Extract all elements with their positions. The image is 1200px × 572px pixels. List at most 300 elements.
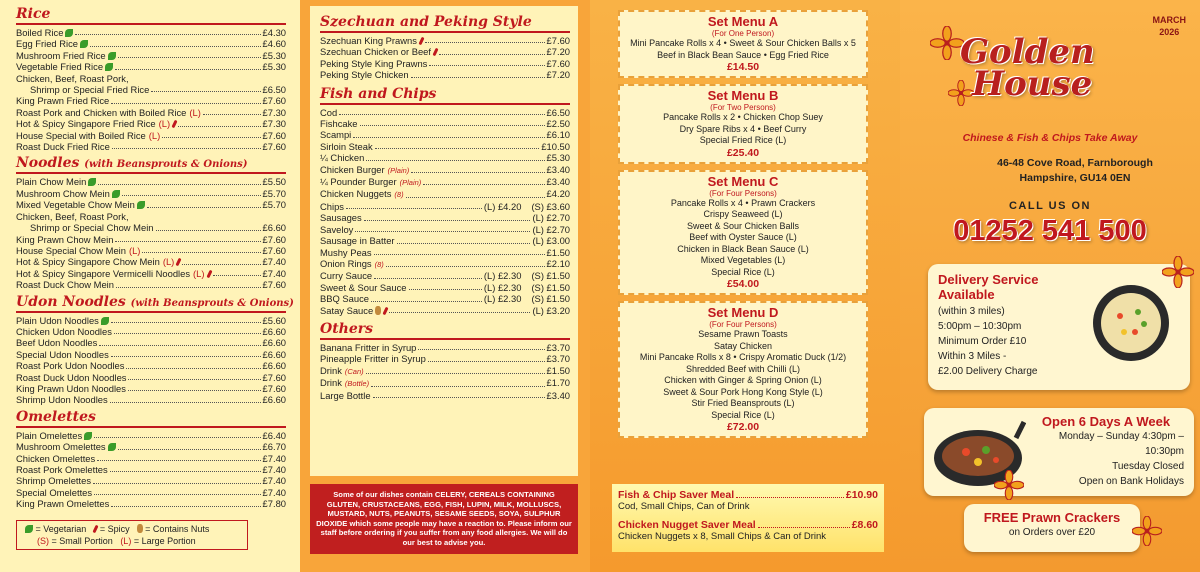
menu-item-row	[320, 107, 570, 118]
item-price: £7.40	[262, 475, 286, 487]
item-name-text: House Special Chow Mein	[16, 244, 126, 256]
item-price: £7.60	[262, 371, 286, 383]
menu-item-row	[16, 188, 286, 199]
menu-item-row	[320, 235, 570, 246]
delivery-box	[928, 264, 1190, 390]
flower-icon	[994, 470, 1024, 500]
item-name-text: Vegetable Fried Rice	[16, 61, 104, 73]
dot-leader	[355, 224, 530, 232]
flower-icon	[1132, 516, 1162, 546]
menu-item-row	[16, 73, 286, 84]
menu-item-row	[16, 453, 286, 464]
delivery-line: (within 3 miles)	[938, 306, 1005, 317]
menu-item-row	[16, 315, 286, 326]
menu-item-row	[16, 337, 286, 348]
menu-item-row	[320, 247, 570, 258]
menu-item-row	[320, 342, 570, 353]
item-price: £6.50	[546, 106, 570, 118]
item-price: £1.70	[546, 377, 570, 389]
menu-item-row	[320, 164, 570, 176]
item-name	[320, 342, 416, 353]
item-price: £7.20	[546, 69, 570, 81]
item-name	[16, 256, 180, 267]
item-name-text: Plain Omelettes	[16, 429, 83, 441]
set-menu-line: Chicken with Ginger & Spring Onion (L)	[664, 375, 822, 385]
menu-item-row	[16, 50, 286, 61]
item-price: £6.60	[262, 348, 286, 360]
legend-box	[16, 520, 248, 550]
item-name-text: Cod	[320, 106, 338, 118]
dot-leader	[425, 35, 545, 43]
set-menu-line: Sweet & Sour Chicken Balls	[686, 220, 800, 231]
item-price: £3.40	[546, 176, 570, 188]
menu-item-row	[16, 326, 286, 337]
phone-number[interactable]: 01252 541 500	[953, 215, 1147, 247]
item-price: £1.50	[546, 364, 570, 376]
menu-item-row	[16, 234, 286, 245]
item-name-text: Pineapple Fritter in Syrup	[320, 353, 426, 365]
item-name-text: Shrimp or Special Fried Rice	[30, 84, 150, 96]
set-menu-price: £54.00	[726, 278, 760, 290]
item-price: £10.50	[541, 140, 570, 152]
item-name-text: Roast Duck Chow Mein	[16, 279, 114, 291]
item-name	[16, 487, 92, 498]
menu-item-row	[16, 360, 286, 371]
item-name	[16, 95, 109, 106]
dot-leader	[142, 245, 260, 253]
set-menu-line: Special Rice (L)	[711, 409, 775, 420]
item-name	[16, 50, 116, 61]
omelettes-list	[16, 430, 286, 510]
others-list	[320, 342, 570, 401]
item-price: £7.40	[262, 486, 286, 498]
item-name-text: King Prawn Fried Rice	[16, 95, 110, 107]
menu-item-row	[16, 222, 286, 233]
menu-item-row	[16, 118, 286, 129]
item-name	[16, 315, 109, 326]
set-menu-price: £25.40	[726, 146, 760, 159]
delivery-line: 5:00pm – 10:30pm	[938, 321, 1022, 332]
item-price: (S) £3.60	[531, 200, 570, 212]
dot-leader	[429, 58, 544, 66]
menu-item-row	[16, 245, 286, 256]
set-menu-title: Set Menu D	[707, 305, 779, 320]
item-name	[320, 390, 371, 401]
set-menu-line: Pancake Rolls x 2 • Chicken Chop Suey	[663, 112, 823, 122]
fish-list	[320, 107, 570, 316]
dot-leader	[75, 27, 260, 35]
set-menu-line: Mini Pancake Rolls x 8 • Crispy Aromatic Duck (1/2)	[639, 352, 847, 362]
dot-leader	[111, 315, 261, 323]
menu-item-row	[320, 377, 570, 389]
item-name	[320, 176, 421, 188]
item-price: £3.40	[546, 389, 570, 401]
item-price: £5.30	[546, 152, 570, 164]
item-name-text: Sweet & Sour Sauce	[320, 281, 407, 293]
menu-item-row	[320, 305, 570, 316]
set-menu-persons: (For Four Persons)	[709, 320, 777, 329]
section-title-omelettes: Omelettes	[16, 409, 286, 428]
vegetarian-leaf-icon	[25, 525, 33, 533]
nut-icon	[375, 306, 381, 315]
item-name-text: Chicken, Beef, Roast Pork,	[16, 72, 129, 84]
item-name-text: Peking Style Chicken	[320, 69, 409, 81]
item-name	[16, 222, 154, 233]
dot-leader	[366, 152, 544, 160]
item-name-text: Roast Pork Udon Noodles	[16, 360, 125, 372]
saver-row-nugget: Chicken Nugget Saver Meal £8.60	[618, 519, 878, 531]
large-portion-marker: (L)	[162, 256, 175, 268]
chili-icon	[418, 37, 424, 46]
item-name-text: Chicken Omelettes	[16, 452, 96, 464]
menu-panel-2-card	[310, 6, 578, 476]
delivery-line: Minimum Order £10	[938, 336, 1027, 347]
hours-box	[924, 408, 1194, 496]
item-name	[320, 270, 372, 281]
item-note: (8)	[394, 190, 404, 200]
item-name-text: Mushroom Fried Rice	[16, 49, 106, 61]
item-price-large: (L) £2.30	[483, 270, 522, 282]
item-name	[16, 360, 124, 371]
set-menu-card	[618, 10, 868, 78]
dot-leader	[389, 305, 530, 313]
dot-leader	[428, 353, 545, 361]
dot-leader	[411, 164, 544, 173]
item-name-text: Chicken, Beef, Roast Pork,	[16, 210, 129, 222]
hours-line: Open on Bank Holidays	[1078, 476, 1184, 487]
item-price: £6.40	[262, 429, 286, 441]
menu-item-row	[16, 199, 286, 210]
menu-item-row	[320, 188, 570, 200]
item-name	[16, 118, 176, 129]
offer-subtitle: on Orders over £20	[1008, 527, 1096, 538]
dot-leader	[110, 464, 261, 472]
item-name-text: Roast Duck Fried Rice	[16, 141, 110, 153]
saver-desc-fish: Cod, Small Chips, Can of Drink	[618, 501, 750, 512]
item-name-text: Special Omelettes	[16, 486, 93, 498]
item-name-text: Shrimp or Special Chow Mein	[30, 222, 154, 234]
item-name	[320, 141, 373, 152]
item-price: (S) £1.50	[531, 281, 570, 293]
item-price: £7.80	[262, 498, 286, 510]
menu-item-row	[320, 129, 570, 140]
item-name-text: Sausages	[320, 212, 362, 224]
set-menu-persons: (For One Person)	[711, 29, 775, 38]
dot-leader	[115, 61, 261, 69]
menu-item-row	[16, 27, 286, 38]
item-price: £3.70	[546, 353, 570, 365]
legend-large-code: (L)	[120, 536, 132, 546]
brand-logo: Golden House	[960, 32, 1095, 104]
item-price: £1.50	[546, 246, 570, 258]
section-title-udon: Udon Noodles (with Beansprouts & Onions)	[16, 294, 286, 313]
item-name	[16, 498, 109, 509]
item-price: £6.10	[546, 129, 570, 141]
item-name-text: Hot & Spicy Singapore Vermicelli Noodles	[16, 267, 191, 279]
item-price: £7.60	[262, 382, 286, 394]
dot-leader	[397, 235, 531, 243]
item-name	[16, 234, 113, 245]
menu-panel-3	[590, 0, 900, 572]
item-price-large: (L) £2.30	[483, 281, 522, 293]
menu-item-row	[320, 258, 570, 270]
item-price: £5.30	[262, 61, 286, 73]
item-price: £6.60	[262, 394, 286, 406]
dot-leader	[203, 107, 261, 115]
item-name	[320, 118, 358, 129]
item-name	[16, 188, 120, 199]
item-name-text: Banana Fritter in Syrup	[320, 341, 417, 353]
delivery-line: Within 3 Miles -	[938, 351, 1007, 362]
item-price: £3.40	[546, 163, 570, 175]
dot-leader	[375, 141, 540, 149]
item-name-text: Drink	[320, 377, 342, 389]
set-menu-price: £14.50	[726, 61, 760, 73]
dot-leader	[339, 107, 544, 115]
item-name-text: ¼ Pounder Burger	[320, 176, 397, 188]
chili-icon	[176, 258, 182, 267]
menu-item-row	[320, 282, 570, 293]
item-price: £4.20	[546, 188, 570, 200]
set-menu-line: Sweet & Sour Pork Hong Kong Style (L)	[663, 386, 823, 397]
dot-leader	[371, 377, 544, 386]
large-portion-marker: (L)	[189, 106, 201, 118]
set-menu-persons: (For Four Persons)	[709, 188, 777, 198]
dot-leader	[364, 212, 531, 220]
set-menu-line: Pancake Rolls x 4 • Prawn Crackers	[670, 197, 816, 208]
item-name	[320, 69, 409, 80]
item-note: (Plain)	[399, 178, 422, 188]
item-name-text: Special Udon Noodles	[16, 348, 109, 360]
set-menu-title: Set Menu C	[707, 173, 779, 189]
menu-item-row	[320, 390, 570, 401]
brand-panel	[900, 0, 1200, 572]
item-name-text: Onion Rings	[320, 257, 372, 269]
section-title-fish: Fish and Chips	[320, 86, 570, 105]
dot-leader	[110, 394, 261, 402]
item-name	[320, 258, 384, 270]
item-price: £7.40	[262, 256, 286, 268]
chili-icon	[93, 525, 99, 534]
menu-item-row	[320, 141, 570, 152]
menu-item-row	[320, 46, 570, 57]
item-name	[320, 152, 364, 163]
menu-item-row	[320, 35, 570, 46]
item-name-text: Plain Chow Mein	[16, 176, 87, 188]
item-price: £6.60	[262, 337, 286, 349]
dot-leader	[128, 372, 260, 380]
item-name	[16, 141, 110, 152]
menu-item-row	[320, 118, 570, 129]
dot-leader	[111, 498, 260, 506]
dot-leader	[411, 69, 545, 77]
item-name-text: Large Bottle	[320, 389, 371, 401]
item-price: £3.70	[546, 341, 570, 353]
dot-leader	[118, 441, 261, 449]
allergy-notice: Some of our dishes contain CELERY, CEREALS CONTAINING GLUTEN, CRUSTACEANS, EGG, FISH, LUPIN, MILK, MOLLUSCS, MUSTARD, NUTS, PEANUTS, SESAME SEEDS, SOYA, SULPHUR DIOXIDE which some people may have a reaction to. Please inform our staff before ordering if you suffer from any food allergies. We will do our best to advise you.	[310, 484, 578, 554]
set-menu-line: Special Rice (L)	[711, 266, 775, 277]
dot-leader	[346, 201, 482, 209]
item-name	[320, 201, 344, 212]
large-portion-marker: (L)	[128, 244, 141, 256]
item-price: (L) £3.00	[532, 235, 570, 247]
dot-leader	[156, 222, 261, 230]
flower-icon	[1162, 256, 1194, 288]
item-name-text: Szechuan Chicken or Beef	[320, 46, 432, 58]
menu-item-row	[16, 211, 286, 222]
set-menu-line: Crispy Seaweed (L)	[703, 209, 783, 219]
item-name	[320, 164, 409, 176]
item-name	[16, 107, 201, 118]
item-name	[16, 211, 129, 222]
large-portion-marker: (L)	[148, 129, 161, 141]
item-price: £7.20	[546, 46, 570, 58]
item-price: £4.60	[262, 38, 286, 50]
dot-leader	[423, 176, 544, 185]
item-name-text: Drink	[320, 364, 342, 376]
item-name	[16, 453, 95, 464]
dot-leader	[409, 282, 482, 290]
item-name-text: Egg Fried Rice	[16, 38, 79, 50]
menu-item-row	[16, 383, 286, 394]
saver-desc-nugget: Chicken Nuggets x 8, Small Chips & Can of Drink	[618, 531, 827, 542]
item-name-text: Saveloy	[320, 223, 354, 235]
dot-leader	[112, 141, 261, 149]
rice-list	[16, 27, 286, 152]
legend-spicy: = Spicy	[99, 524, 130, 534]
rice-dish-image	[1090, 282, 1172, 364]
section-title-rice: Rice	[16, 6, 286, 25]
item-name	[16, 73, 129, 84]
menu-item-row	[320, 69, 570, 80]
delivery-title: Delivery Service Available	[938, 272, 1039, 302]
chili-icon	[432, 48, 438, 57]
item-price-large: (L) £4.20	[483, 200, 522, 212]
item-name-text: BBQ Sauce	[320, 293, 369, 305]
item-name	[16, 199, 145, 210]
item-name	[16, 84, 149, 95]
menu-item-row	[16, 394, 286, 405]
item-price: £2.50	[546, 118, 570, 130]
item-name-text: Chicken Udon Noodles	[16, 325, 112, 337]
menu-item-row	[320, 365, 570, 377]
item-name-text: Chips	[320, 200, 344, 212]
item-name	[16, 38, 88, 49]
item-name-text: King Prawn Udon Noodles	[16, 382, 126, 394]
item-name	[320, 305, 387, 316]
item-name-text: Shrimp Udon Noodles	[16, 394, 108, 406]
large-portion-marker: (L)	[158, 118, 171, 130]
item-price: £7.60	[546, 35, 570, 46]
vegetarian-leaf-icon	[105, 63, 113, 71]
menu-item-row	[16, 268, 286, 279]
item-price: £5.60	[262, 314, 286, 326]
set-menu-line: Shredded Beef with Chilli (L)	[685, 363, 801, 374]
item-name-text: Szechuan King Prawns	[320, 35, 417, 46]
dot-leader	[151, 84, 260, 92]
item-price: £5.50	[262, 176, 286, 188]
menu-item-row	[320, 212, 570, 223]
set-menu-title: Set Menu B	[707, 88, 779, 103]
noodles-list	[16, 176, 286, 290]
vegetarian-leaf-icon	[84, 432, 92, 440]
item-price: £7.30	[262, 118, 286, 130]
item-name	[16, 372, 126, 383]
menu-item-row	[16, 95, 286, 106]
item-note: (Bottle)	[344, 379, 370, 389]
menu-item-row	[16, 441, 286, 452]
item-name-text: Hot & Spicy Singapore Fried Rice	[16, 118, 156, 130]
item-price: £7.60	[262, 129, 286, 141]
item-name	[16, 27, 73, 38]
menu-item-row	[16, 279, 286, 290]
set-menu-price: £72.00	[726, 421, 760, 433]
item-name	[320, 247, 372, 258]
delivery-line: £2.00 Delivery Charge	[938, 366, 1038, 377]
set-menu-line: Stir Fried Beansprouts (L)	[691, 398, 795, 408]
legend-small-code: (S)	[37, 536, 49, 546]
saver-row-fish: Fish & Chip Saver Meal £10.90	[618, 489, 878, 501]
item-price: £7.40	[262, 267, 286, 279]
item-name-text: Fishcake	[320, 118, 358, 130]
vegetarian-leaf-icon	[112, 190, 120, 198]
set-menu-line: Beef with Oyster Sauce (L)	[689, 232, 797, 242]
dot-leader	[386, 258, 545, 267]
item-name	[16, 441, 116, 452]
item-price: £6.50	[262, 84, 286, 96]
dot-leader	[406, 188, 545, 197]
item-name	[320, 212, 362, 223]
menu-item-row	[320, 58, 570, 69]
legend-vegetarian: = Vegetarian	[35, 524, 87, 534]
set-menu-line: Chicken in Black Bean Sauce (L)	[677, 243, 809, 254]
menu-item-row	[320, 201, 570, 212]
set-menu-line: Beef in Black Bean Sauce • Egg Fried Rice	[657, 49, 829, 60]
item-name	[320, 46, 437, 57]
tagline: Chinese & Fish & Chips Take Away	[962, 132, 1138, 144]
item-name-text: Roast Pork and Chicken with Boiled Rice	[16, 106, 187, 118]
dot-leader	[360, 118, 545, 126]
item-name	[320, 35, 423, 46]
item-price: £6.60	[262, 325, 286, 337]
address: 46-48 Cove Road, Farnborough Hampshire, GU14 0EN	[997, 157, 1153, 184]
menu-item-row	[320, 353, 570, 364]
menu-item-row	[320, 270, 570, 281]
item-name-text: Boiled Rice	[16, 27, 64, 38]
menu-date: MARCH 2026	[1152, 15, 1186, 37]
legend-nuts: = Contains Nuts	[145, 524, 210, 534]
item-name	[320, 235, 395, 246]
item-price: £4.30	[262, 27, 286, 38]
dot-leader	[374, 247, 545, 255]
dot-leader	[439, 46, 545, 54]
item-name-text: Curry Sauce	[320, 270, 373, 282]
menu-panel-1	[0, 0, 300, 572]
item-name	[16, 464, 108, 475]
offer-box	[964, 504, 1140, 552]
item-price: £7.60	[262, 244, 286, 256]
set-menu-line: Dry Spare Ribs x 4 • Beef Curry	[679, 123, 807, 134]
menu-item-row	[16, 107, 286, 118]
dot-leader	[114, 326, 261, 334]
item-price: £5.70	[262, 199, 286, 211]
item-name	[16, 279, 114, 290]
item-name-text: Plain Udon Noodles	[16, 314, 99, 326]
dot-leader	[126, 360, 260, 368]
item-name-text: Sirloin Steak	[320, 140, 373, 152]
dot-leader	[122, 188, 261, 196]
menu-item-row	[320, 152, 570, 163]
